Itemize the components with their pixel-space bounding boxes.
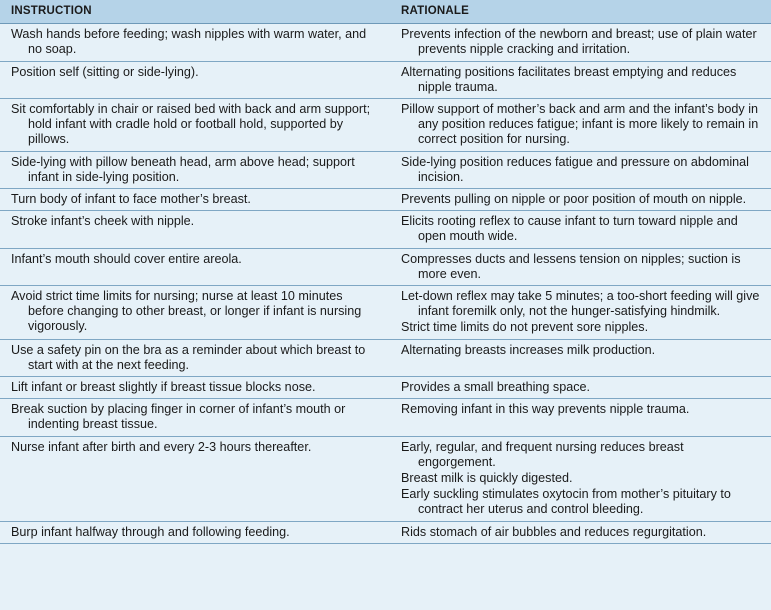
instruction-cell [0,248,389,285]
rationale-text: Early suckling stimulates oxytocin from mother’s pituitary to contract her uterus and control bleeding. [401,487,731,517]
instruction-text: Sit comfortably in chair or raised bed with back and arm support; hold infant with cradle hold or football hold, supported by pillows. [11,102,371,147]
rationale-cell [389,61,771,98]
rationale-cell [389,399,771,436]
rationale-text: Rids stomach of air bubbles and reduces regurgitation. [401,524,707,539]
instruction-cell [0,61,389,98]
instruction-cell [0,99,389,152]
rationale-text: Breast milk is quickly digested. [401,471,573,486]
instruction-text: Stroke infant’s cheek with nipple. [11,214,195,229]
rationale-text: Strict time limits do not prevent sore nipples. [401,320,649,335]
table-row [0,339,771,376]
rationale-cell [389,24,771,61]
instruction-cell [0,521,389,543]
rationale-text: Provides a small breathing space. [401,380,591,395]
rationale-text: Elicits rooting reflex to cause infant to turn toward nipple and open mouth wide. [401,214,738,244]
rationale-text: Early, regular, and frequent nursing reduces breast engorgement. [401,439,684,469]
table-body [0,24,771,544]
rationale-text: Prevents infection of the newborn and breast; use of plain water prevents nipple cracking and irritation. [401,27,757,57]
rationale-cell [389,339,771,376]
rationale-text: Side-lying position reduces fatigue and pressure on abdominal incision. [401,154,749,184]
table-row [0,211,771,248]
rationale-cell [389,521,771,543]
instruction-text: Position self (sitting or side-lying). [11,64,199,79]
table-row [0,286,771,340]
rationale-text: Prevents pulling on nipple or poor position of mouth on nipple. [401,192,747,207]
rationale-text: Alternating positions facilitates breast emptying and reduces nipple trauma. [401,64,737,94]
rationale-cell [389,189,771,211]
rationale-cell [389,286,771,340]
rationale-text: Pillow support of mother’s back and arm and the infant’s body in any position reduces fatigue; infant is more likely to remain in correct position for nursing. [401,102,759,147]
instruction-text: Lift infant or breast slightly if breast tissue blocks nose. [11,380,316,395]
instruction-cell [0,436,389,521]
rationale-cell [389,211,771,248]
instruction-column-header: INSTRUCTION [0,0,389,24]
table-row [0,248,771,285]
instruction-text: Burp infant halfway through and following feeding. [11,524,290,539]
rationale-cell [389,248,771,285]
rationale-cell [389,151,771,188]
rationale-text: Alternating breasts increases milk production. [401,342,656,357]
rationale-text: Let-down reflex may take 5 minutes; a too-short feeding will give infant foremilk only, not the hunger-satisfying hindmilk. [401,289,760,319]
instruction-text: Side-lying with pillow beneath head, arm above head; support infant in side-lying position. [11,154,355,184]
table-row [0,61,771,98]
rationale-cell [389,99,771,152]
instruction-text: Wash hands before feeding; wash nipples with warm water, and no soap. [11,27,367,57]
table-row [0,151,771,188]
instruction-text: Turn body of infant to face mother’s breast. [11,192,251,207]
instruction-cell [0,399,389,436]
rationale-column-header: RATIONALE [389,0,771,24]
instruction-cell [0,339,389,376]
instruction-cell [0,286,389,340]
instruction-text: Nurse infant after birth and every 2-3 hours thereafter. [11,439,312,454]
table-row [0,99,771,152]
table-row [0,436,771,521]
table-row [0,24,771,61]
instruction-text: Break suction by placing finger in corner of infant’s mouth or indenting breast tissue. [11,402,346,432]
rationale-cell [389,377,771,399]
instruction-cell [0,24,389,61]
instruction-cell [0,189,389,211]
table-row [0,521,771,543]
table-row [0,377,771,399]
instruction-cell [0,211,389,248]
rationale-text: Compresses ducts and lessens tension on nipples; suction is more even. [401,251,741,281]
instruction-cell [0,377,389,399]
table-row [0,399,771,436]
instruction-cell [0,151,389,188]
table-header [0,0,771,24]
instruction-text: Use a safety pin on the bra as a reminder about which breast to start with at the next feeding. [11,342,366,372]
rationale-cell [389,436,771,521]
table-row [0,189,771,211]
header-row [0,0,771,24]
instruction-text: Infant’s mouth should cover entire areola. [11,251,242,266]
rationale-text: Removing infant in this way prevents nipple trauma. [401,402,690,417]
instruction-text: Avoid strict time limits for nursing; nurse at least 10 minutes before changing to other breast, or longer if infant is nursing vigorously. [11,289,362,334]
